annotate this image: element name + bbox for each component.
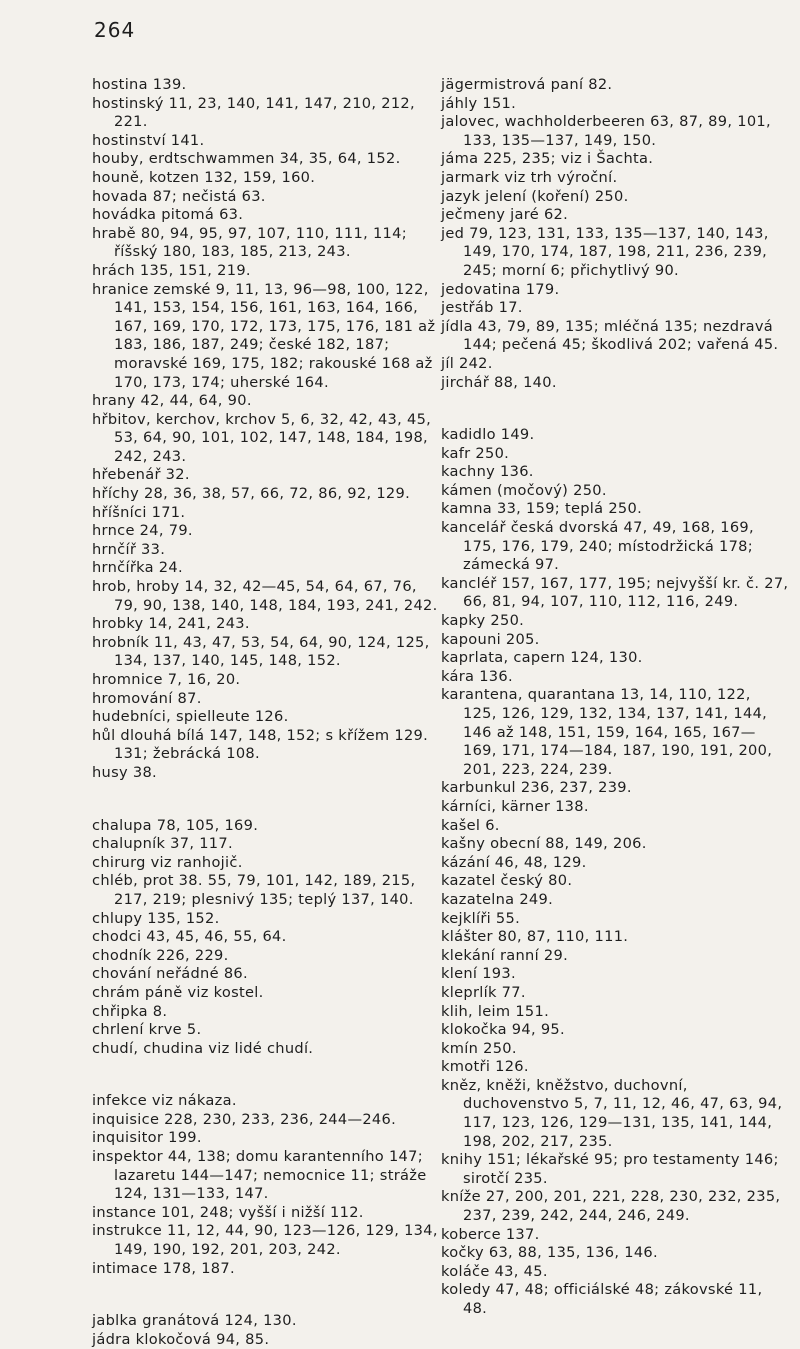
index-entry: chalupa 78, 105, 169. [92, 816, 259, 834]
index-entry: intimace 178, 187. [92, 1259, 235, 1277]
index-entry: kaprlata, capern 124, 130. [441, 649, 643, 667]
index-entry: kancléř 157, 167, 177, 195; nejvyšší kr. č. 27, 66, 81, 94, 107, 110, 112, 116, 249. [441, 574, 789, 611]
index-entry: jalovec, wachholderbeeren 63, 87, 89, 101, 133, 135—137, 149, 150. [441, 113, 771, 149]
group-gap [92, 1278, 440, 1312]
index-entry: hrnčíř 33. [92, 540, 166, 558]
index-entry: klokočka 94, 95. [441, 1021, 565, 1039]
index-entry: jägermistrová paní 82. [441, 76, 613, 93]
index-entry: kamna 33, 159; teplá 250. [441, 500, 643, 518]
index-entry: houně, kotzen 132, 159, 160. [92, 168, 316, 186]
index-entry: hranice zemské 9, 11, 13, 96—98, 100, 122, 141, 153, 154, 156, 161, 163, 164, 166, 167, 169, 170, 172, 173, 175, 176, 181 až 183, 186, 187, 249; české 182, 187; moravské 169, 175, 182; rakouské 168 až 170, 173, 174; uherské 164. [92, 280, 436, 391]
index-group [92, 817, 440, 1059]
index-group [441, 426, 789, 1319]
index-entry: karantena, quarantana 13, 14, 110, 122, 125, 126, 129, 132, 134, 137, 141, 144, 146 až 148, 151, 159, 164, 165, 167—169, 171, 174—184, 187, 190, 191, 200, 201, 223, 224, 239. [441, 686, 773, 778]
index-entry: hovádka pitomá 63. [92, 206, 244, 224]
index-entry: kapouni 205. [441, 630, 540, 648]
index-entry: hrnce 24, 79. [92, 522, 193, 540]
index-entry: kmín 250. [441, 1039, 517, 1057]
index-entry: inquisice 228, 230, 233, 236, 244—246. [92, 1110, 397, 1128]
index-entry: chřipka 8. [92, 1002, 168, 1020]
index-entry: hrnčířka 24. [92, 559, 183, 577]
index-entry: kníže 27, 200, 201, 221, 228, 230, 232, 235, 237, 239, 242, 244, 246, 249. [441, 1188, 781, 1225]
index-entry: chlupy 135, 152. [92, 909, 220, 927]
index-entry: koláče 43, 45. [441, 1262, 548, 1280]
index-entry: hromnice 7, 16, 20. [92, 671, 241, 688]
index-entry: hovada 87; nečistá 63. [92, 187, 266, 205]
index-entry: hřebenář 32. [92, 466, 190, 484]
index-entry: houby, erdtschwammen 34, 35, 64, 152. [92, 150, 401, 168]
index-entry: chudí, chudina viz lidé chudí. [92, 1039, 314, 1057]
index-entry: chodník 226, 229. [92, 946, 229, 964]
index-entry: kmotři 126. [441, 1058, 529, 1076]
index-entry: kašel 6. [441, 816, 500, 834]
index-entry: jádra klokočová 94, 85. [92, 1330, 270, 1348]
group-gap [92, 1058, 440, 1092]
index-entry: klášter 80, 87, 110, 111. [441, 928, 629, 946]
index-entry: kapky 250. [441, 612, 525, 630]
index-entry: kazatel český 80. [441, 872, 573, 890]
index-entry: jarmark viz trh výroční. [441, 168, 618, 186]
index-entry: jirchář 88, 140. [441, 373, 557, 391]
index-entry: jablka granátová 124, 130. [92, 1312, 297, 1330]
index-entry: kára 136. [441, 667, 513, 685]
group-gap [92, 783, 440, 817]
index-entry: kárníci, kärner 138. [441, 797, 589, 815]
index-entry: hůl dlouhá bílá 147, 148, 152; s křížem 129. 131; žebrácká 108. [92, 726, 429, 763]
index-entry: kočky 63, 88, 135, 136, 146. [441, 1244, 658, 1262]
index-entry: instance 101, 248; vyšší i nižší 112. [92, 1203, 364, 1221]
index-entry: jídla 43, 79, 89, 135; mléčná 135; nezdravá 144; pečená 45; škodlivá 202; vařená 45. [441, 317, 779, 354]
index-entry: infekce viz nákaza. [92, 1092, 237, 1110]
index-entry: chrlení krve 5. [92, 1021, 202, 1039]
index-entry: kleprlík 77. [441, 983, 526, 1001]
index-entry: karbunkul 236, 237, 239. [441, 779, 632, 797]
index-entry: klekání ranní 29. [441, 946, 569, 964]
right-column [441, 76, 789, 1319]
index-entry: hostina 139. [92, 76, 187, 93]
index-entry: jazyk jelení (koření) 250. [441, 187, 629, 205]
index-entry: chrám páně viz kostel. [92, 983, 264, 1001]
group-gap [441, 392, 789, 426]
index-entry: hrabě 80, 94, 95, 97, 107, 110, 111, 114; říšský 180, 183, 185, 213, 243. [92, 224, 407, 261]
index-entry: chování neřádné 86. [92, 965, 248, 983]
index-group [92, 76, 440, 783]
index-entry: kašny obecní 88, 149, 206. [441, 835, 647, 853]
index-entry: kazatelna 249. [441, 890, 554, 908]
index-entry: husy 38. [92, 763, 157, 781]
index-entry: chalupník 37, 117. [92, 835, 233, 853]
index-entry: hostinství 141. [92, 131, 205, 149]
index-entry: jestřáb 17. [441, 299, 523, 317]
page-number: 264 [94, 18, 136, 42]
index-entry: hostinský 11, 23, 140, 141, 147, 210, 212, 221. [92, 94, 415, 131]
index-entry: inquisitor 199. [92, 1129, 202, 1147]
index-entry: klení 193. [441, 965, 516, 983]
index-entry: hudebníci, spielleute 126. [92, 708, 289, 726]
index-entry: kněz, kněži, kněžstvo, duchovní, duchovenstvo 5, 7, 11, 12, 46, 47, 63, 94, 117, 123, 126, 129—131, 135, 141, 144, 198, 202, 217, 235. [441, 1076, 783, 1150]
index-entry: hrách 135, 151, 219. [92, 261, 251, 279]
index-entry: kachny 136. [441, 463, 534, 481]
index-entry: hřbitov, kerchov, krchov 5, 6, 32, 42, 43, 45, 53, 64, 90, 101, 102, 147, 148, 184, 198, 242, 243. [92, 410, 432, 465]
index-entry: hříšníci 171. [92, 503, 186, 521]
index-entry: klih, leim 151. [441, 1002, 550, 1020]
index-entry: chirurg viz ranhojič. [92, 853, 243, 871]
index-group [92, 1312, 440, 1349]
index-entry: ječmeny jaré 62. [441, 206, 569, 224]
index-entry: hrob, hroby 14, 32, 42—45, 54, 64, 67, 76, 79, 90, 138, 140, 148, 184, 193, 241, 242. [92, 578, 438, 614]
index-entry: knihy 151; lékařské 95; pro testamenty 146; sirotčí 235. [441, 1151, 779, 1187]
index-entry: chodci 43, 45, 46, 55, 64. [92, 928, 287, 946]
index-entry: jáma 225, 235; viz i Šachta. [441, 150, 654, 168]
index-entry: instrukce 11, 12, 44, 90, 123—126, 129, 134, 149, 190, 192, 201, 203, 242. [92, 1222, 438, 1259]
index-entry: kancelář česká dvorská 47, 49, 168, 169, 175, 176, 179, 240; místodržická 178; zámecká 97. [441, 519, 754, 574]
index-entry: jíl 242. [441, 354, 493, 372]
index-entry: hrobník 11, 43, 47, 53, 54, 64, 90, 124, 125, 134, 137, 140, 145, 148, 152. [92, 633, 430, 670]
index-entry: kejklíři 55. [441, 909, 521, 927]
index-entry: kámen (močový) 250. [441, 481, 607, 499]
index-entry: chléb, prot 38. 55, 79, 101, 142, 189, 215, 217, 219; plesnivý 135; teplý 137, 140. [92, 872, 416, 908]
index-entry: hromování 87. [92, 689, 202, 707]
index-entry: kadidlo 149. [441, 426, 535, 444]
left-column [92, 76, 440, 1349]
index-entry: koberce 137. [441, 1225, 540, 1243]
index-entry: koledy 47, 48; officiálské 48; zákovské 11, 48. [441, 1281, 763, 1317]
index-entry: jed 79, 123, 131, 133, 135—137, 140, 143, 149, 170, 174, 187, 198, 211, 236, 239, 245; morní 6; přichytlivý 90. [441, 224, 769, 279]
index-entry: hrobky 14, 241, 243. [92, 615, 250, 633]
index-entry: jedovatina 179. [441, 280, 560, 298]
index-entry: inspektor 44, 138; domu karantenního 147; lazaretu 144—147; nemocnice 11; stráže 124, 131—133, 147. [92, 1148, 427, 1203]
index-entry: hříchy 28, 36, 38, 57, 66, 72, 86, 92, 129. [92, 485, 411, 503]
index-entry: kafr 250. [441, 444, 510, 462]
index-group [92, 1092, 440, 1278]
index-group [441, 76, 789, 392]
index-entry: hrany 42, 44, 64, 90. [92, 392, 252, 410]
index-entry: kázání 46, 48, 129. [441, 853, 587, 871]
index-entry: jáhly 151. [441, 94, 517, 112]
